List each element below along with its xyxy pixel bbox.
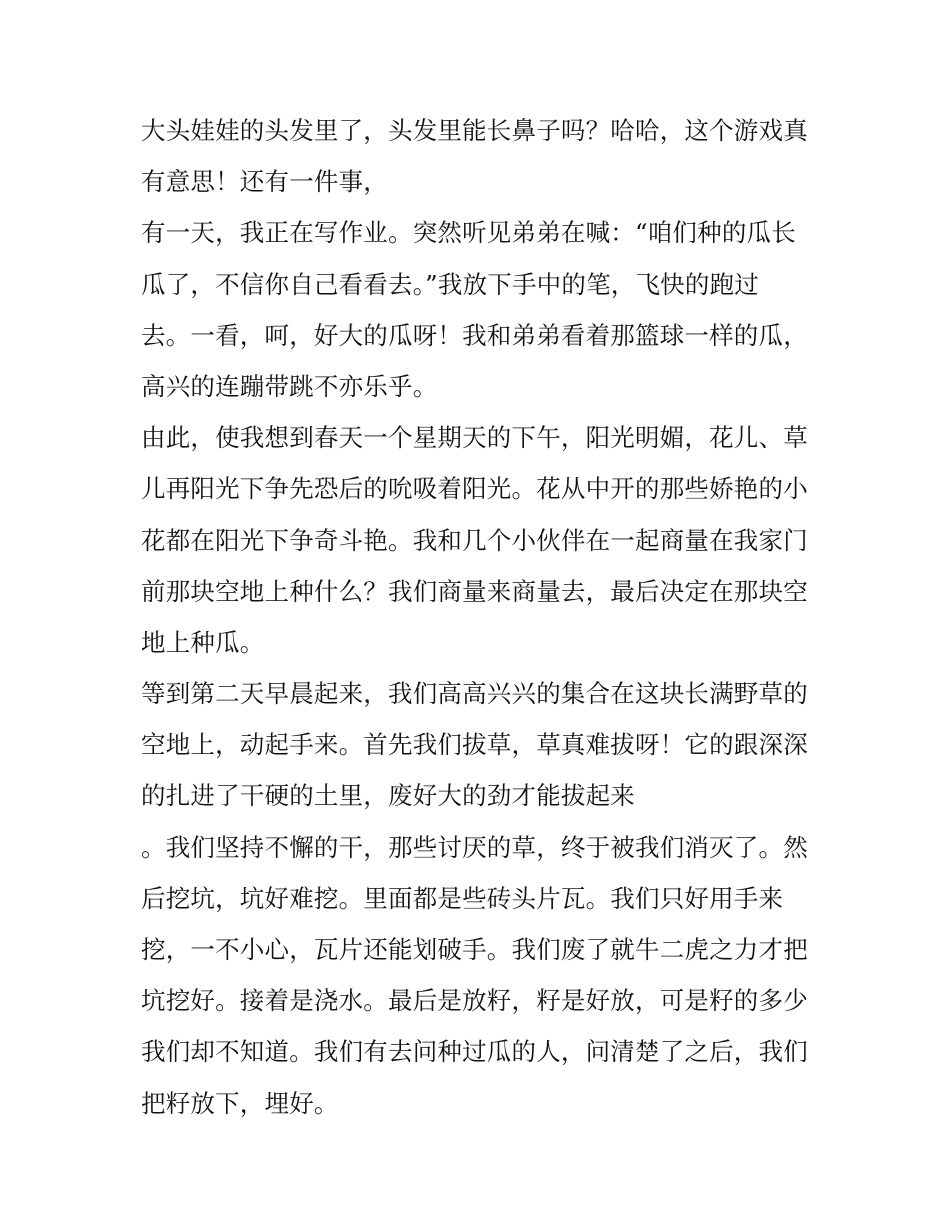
text-line: 地上种瓜。 [141,627,265,657]
text-line: 。我们坚持不懈的干，那些讨厌的草，终于被我们消灭了。然 [141,832,808,862]
text-line: 我们却不知道。我们有去问种过瓜的人，问清楚了之后，我们 [141,1037,808,1067]
text-line: 的扎进了干硬的土里，废好大的劲才能拔起来 [141,781,635,811]
document-body [141,105,841,1129]
text-line: 去。一看，呵，好大的瓜呀！我和弟弟看着那篮球一样的瓜， [141,320,808,350]
text-line: 后挖坑，坑好难挖。里面都是些砖头片瓦。我们只好用手来 [141,883,784,913]
text-line: 大头娃娃的头发里了，头发里能长鼻子吗？哈哈，这个游戏真 [141,116,808,145]
text-line: 挖，一不小心，瓦片还能划破手。我们废了就牛二虎之力才把 [141,935,808,964]
text-line: 有意思！还有一件事， [141,167,388,197]
text-line: 坑挖好。接着是浇水。最后是放籽，籽是好放，可是籽的多少 [141,986,808,1016]
text-line: 把籽放下，埋好。 [141,1088,339,1118]
text-line: 前那块空地上种什么？我们商量来商量去，最后决定在那块空 [141,576,808,606]
text-line: 由此，使我想到春天一个星期天的下午，阳光明媚，花儿、草 [141,423,808,453]
text-line: 儿再阳光下争先恐后的吮吸着阳光。花从中开的那些娇艳的小 [141,474,808,504]
text-line: 瓜了，不信你自己看看去。”我放下手中的笔，飞快的跑过 [141,269,759,299]
text-line: 空地上，动起手来。首先我们拔草，草真难拔呀！它的跟深深 [141,730,808,760]
text-line: 花都在阳光下争奇斗艳。我和几个小伙伴在一起商量在我家门 [141,525,808,555]
text-line: 有一天，我正在写作业。突然听见弟弟在喊：“咱们种的瓜长 [141,218,796,248]
text-line: 高兴的连蹦带跳不亦乐乎。 [141,371,438,401]
text-line: 等到第二天早晨起来，我们高高兴兴的集合在这块长满野草的 [141,679,808,709]
